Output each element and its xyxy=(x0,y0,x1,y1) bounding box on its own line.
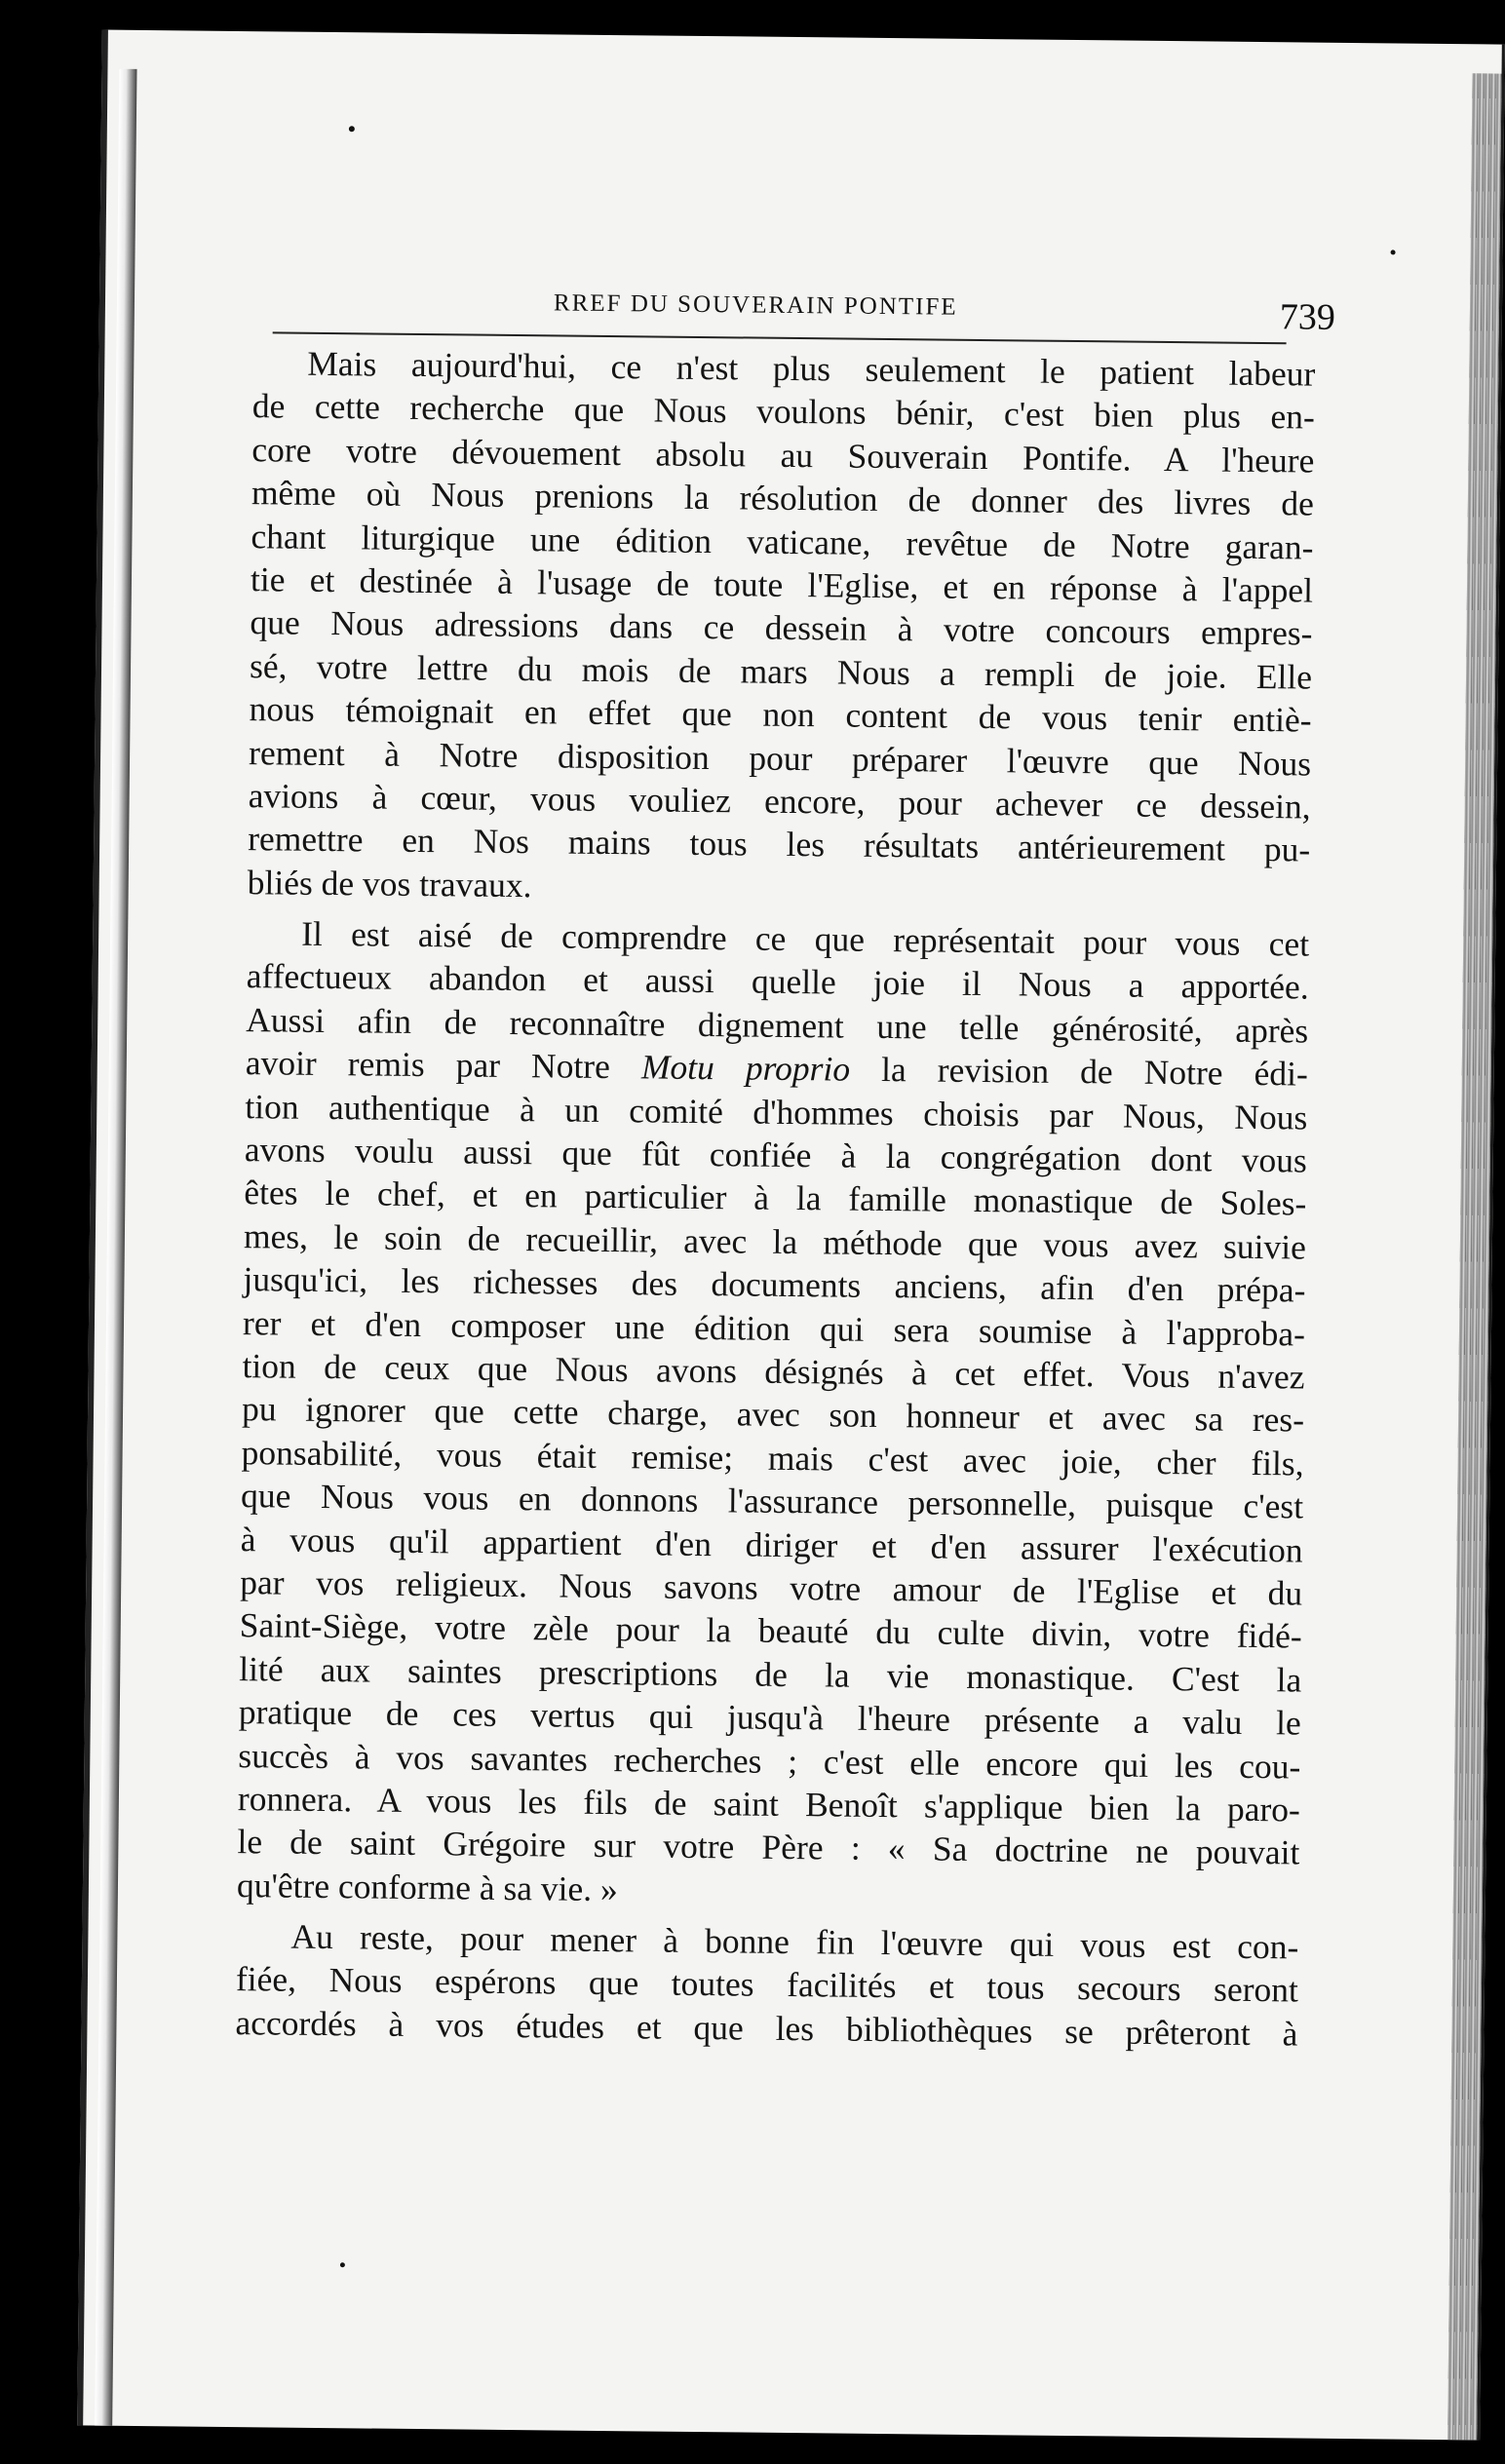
page-stack-edge xyxy=(1447,73,1502,2440)
text-line: remettre en Nos mains tous les résultats antérieurement pu- xyxy=(248,819,1311,869)
text-line: bliés de vos travaux. xyxy=(247,862,532,905)
text-line: Aussi afin de reconnaître dignement une telle générosité, après xyxy=(246,999,1309,1051)
page-number: 739 xyxy=(1279,296,1336,338)
text-line: Mais aujourd'hui, ce n'est plus seulement le patient labeur xyxy=(307,343,1316,394)
text-line: Il est aisé de comprendre ce que représentait pour vous cet xyxy=(301,913,1310,964)
text-line: tion authentique à un comité d'hommes choisis par Nous, Nous xyxy=(245,1086,1308,1137)
text-line: que Nous vous en donnons l'assurance personnelle, puisque c'est xyxy=(240,1476,1304,1526)
ink-speck xyxy=(1391,250,1396,254)
text-line: sé, votre lettre du mois de mars Nous a rempli de joie. Elle xyxy=(249,645,1313,697)
text-line: pratique de ces vertus qui jusqu'à l'heure présente a valu le xyxy=(238,1692,1301,1743)
text-line: chant liturgique une édition vaticane, revêtue de Notre garan- xyxy=(251,516,1314,567)
text-line: ponsabilité, vous était remise; mais c'est avec joie, cher fils, xyxy=(241,1432,1304,1483)
text-line: succès à vos savantes recherches ; c'est elle encore qui les cou- xyxy=(238,1735,1301,1787)
body-text xyxy=(235,341,1315,2056)
ink-speck xyxy=(340,2262,345,2267)
text-line: nous témoignait en effet que non content de vous tenir entiè- xyxy=(249,689,1312,740)
text-line: pu ignorer que cette charge, avec son honneur et avec sa res- xyxy=(241,1389,1305,1440)
text-line: core votre dévouement absolu au Souverain Pontife. A l'heure xyxy=(251,429,1315,481)
text-line: avions à cœur, vous vouliez encore, pour achever ce dessein, xyxy=(248,776,1311,827)
text-line: mes, le soin de recueillir, avec la méthode que vous avez suivie xyxy=(243,1215,1307,1267)
text-line: qu'être conforme à sa vie. » xyxy=(236,1865,618,1908)
text-line: Au reste, pour mener à bonne fin l'œuvre qui vous est con- xyxy=(290,1916,1299,1967)
text-line: jusqu'ici, les richesses des documents anciens, afin d'en prépa- xyxy=(243,1259,1306,1310)
text-line: rer et d'en composer une édition qui sera soumise à l'approba- xyxy=(242,1302,1306,1354)
text-line: Saint-Siège, votre zèle pour la beauté du culte divin, votre fidé- xyxy=(239,1605,1302,1656)
text-line: même où Nous prenions la résolution de donner des livres de xyxy=(251,473,1315,523)
text-line: lité aux saintes prescriptions de la vie monastique. C'est la xyxy=(239,1648,1302,1700)
text-line: fiée, Nous espérons que toutes facilités et tous secours seront xyxy=(235,1959,1299,2010)
text-line: êtes le chef, et en particulier à la famille monastique de Soles- xyxy=(244,1173,1307,1223)
text-line: accordés à vos études et que les bibliothèques se prêteront à xyxy=(235,2002,1298,2054)
text-segment: la revision de Notre édi- xyxy=(880,1050,1308,1094)
text-line: que Nous adressions dans ce dessein à votre concours empres- xyxy=(250,602,1313,653)
text-line: à vous qu'il appartient d'en diriger et d'en assurer l'exécution xyxy=(240,1519,1303,1570)
book-page xyxy=(77,30,1505,2441)
ink-speck xyxy=(349,126,355,132)
text-line: de cette recherche que Nous voulons bénir, c'est bien plus en- xyxy=(251,386,1316,437)
binding-edge xyxy=(95,69,137,2441)
running-head xyxy=(273,248,1336,338)
text-line: ronnera. A vous les fils de saint Benoît s'applique bien la paro- xyxy=(237,1778,1301,1829)
text-line: affectueux abandon et aussi quelle joie il Nous a apportée. xyxy=(246,956,1309,1008)
text-line: tie et destinée à l'usage de toute l'Eglise, et en réponse à l'appel xyxy=(250,559,1314,610)
text-line: tion de ceux que Nous avons désignés à cet effet. Vous n'avez xyxy=(242,1346,1305,1397)
text-segment: avoir remis par Notre xyxy=(245,1043,611,1087)
running-title: RREF DU SOUVERAIN PONTIFE xyxy=(553,289,958,321)
text-line: le de saint Grégoire sur votre Père : « Sa doctrine ne pouvait xyxy=(237,1822,1300,1872)
text-line: par vos religieux. Nous savons votre amour de l'Eglise et du xyxy=(240,1562,1303,1613)
text-line: rement à Notre disposition pour préparer l'œuvre que Nous xyxy=(248,732,1312,784)
italic-phrase: Motu proprio xyxy=(640,1047,851,1089)
text-line: avons voulu aussi que fût confiée à la congrégation dont vous xyxy=(244,1130,1308,1180)
